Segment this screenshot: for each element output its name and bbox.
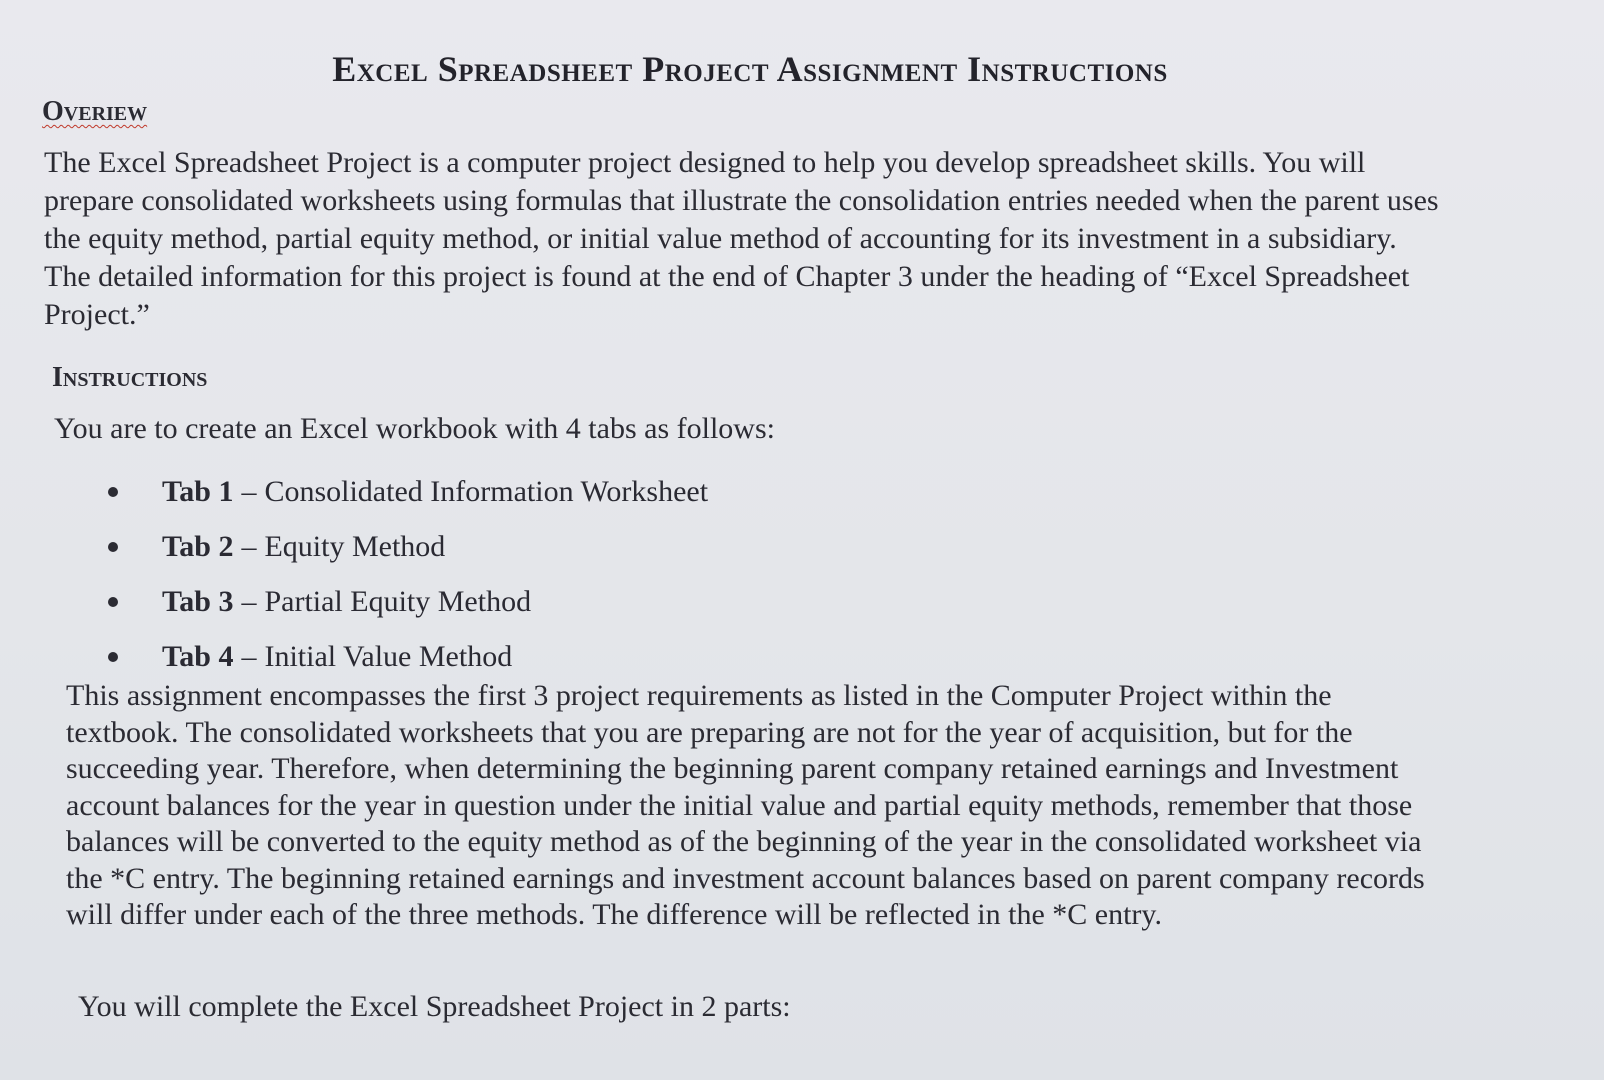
list-item [108,519,708,574]
tab-separator: – [241,639,257,673]
overview-heading: Overiew [42,96,148,127]
instructions-intro: You are to create an Excel workbook with 4 tabs as follows: [54,412,775,445]
tab-name: Initial Value Method [264,639,513,673]
list-item [108,464,708,519]
tab-separator: – [241,584,257,618]
list-item [108,574,708,629]
tab-number: Tab 2 [162,529,234,563]
document-title: Excel Spreadsheet Project Assignment Instructions [332,49,1168,90]
instructions-heading: Instructions [52,362,208,393]
tab-number: Tab 4 [162,639,234,673]
tab-number: Tab 3 [162,584,234,618]
tab-name: Equity Method [264,529,446,563]
bullet-icon [108,487,118,497]
tab-name: Partial Equity Method [264,584,532,618]
overview-paragraph: The Excel Spreadsheet Project is a computer project designed to help you develop spreadsheet skills. You will prepare consolidated worksheets using formulas that illustrate the consolidation entries needed when the parent uses the equity method, partial equity method, or initial value method of accounting for its investment in a subsidiary. The detailed information for this project is found at the end of Chapter 3 under the heading of “Excel Spreadsheet Project.” [44,146,1439,331]
tab-list [108,464,708,684]
bullet-icon [108,597,118,607]
tab-separator: – [241,529,257,563]
tab-separator: – [241,474,257,508]
tab-name: Consolidated Information Worksheet [264,474,709,508]
assignment-paragraph: This assignment encompasses the first 3 project requirements as listed in the Computer Project within the textbook. The consolidated worksheets that you are preparing are not for the year of acquisition, but for the succeeding year. Therefore, when determining the beginning parent company retained earnings and Investment account balances for the year in question under the initial value and partial equity methods, remember that those balances will be converted to the equity method as of the beginning of the year in the consolidated worksheet via the *C entry. The beginning retained earnings and investment account balances based on parent company records will differ under each of the three methods. The difference will be reflected in the *C entry. [66,679,1425,931]
parts-paragraph: You will complete the Excel Spreadsheet Project in 2 parts: [78,990,791,1023]
bullet-icon [108,542,118,552]
list-item [108,629,708,684]
bullet-icon [108,652,118,662]
tab-number: Tab 1 [162,474,234,508]
